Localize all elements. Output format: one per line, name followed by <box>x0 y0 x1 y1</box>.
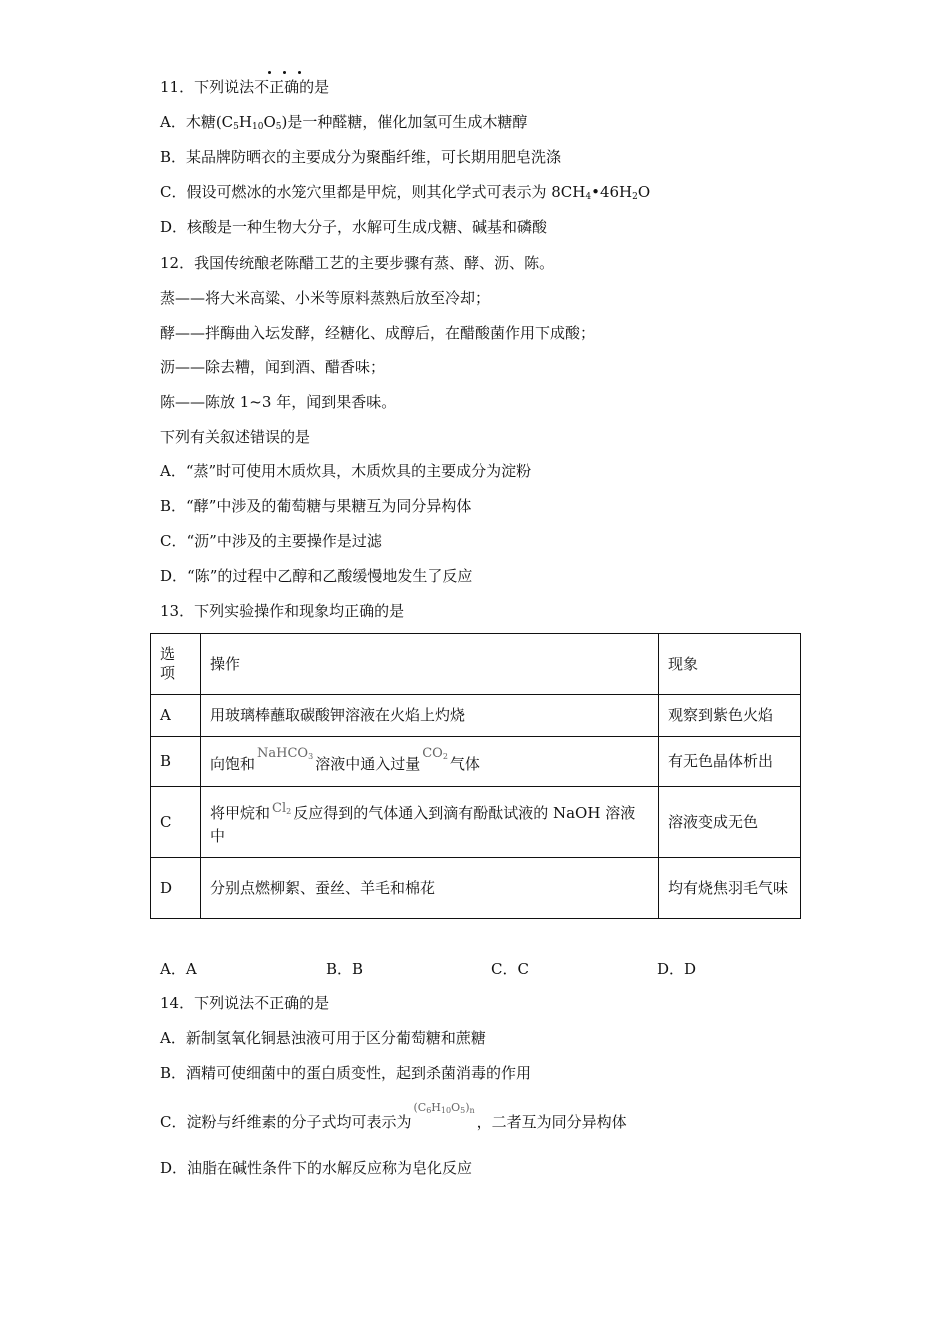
table-row <box>151 858 801 919</box>
q12-step-steam: 蒸——将大米高粱、小米等原料蒸熟后放至冷却； <box>160 289 491 307</box>
row-phenomenon: 观察到紫色火焰 <box>659 695 801 737</box>
q11-stem: 11．下列说法不正确的是 <box>160 78 330 96</box>
q14-stem: 14．下列说法不正确的是 <box>160 994 330 1012</box>
emphasis-dot <box>268 71 271 74</box>
q11-option-c: C．假设可燃冰的水笼穴里都是甲烷，则其化学式可表示为 $8CH_4•46H_2O$ <box>160 183 651 202</box>
q14-option-b: B．酒精可使细菌中的蛋白质变性，起到杀菌消毒的作用 <box>160 1064 532 1082</box>
q11-option-a: A．木糖$(C_5H_{10}O_5)$是一种醛糖，催化加氢可生成木糖醇 <box>160 113 528 132</box>
q13-option-b: B．B <box>326 960 364 978</box>
row-option: A <box>151 695 201 737</box>
q12-option-b: B．“酵”中涉及的葡萄糖与果糖互为同分异构体 <box>160 497 472 515</box>
table-header-row <box>151 634 801 695</box>
q12-step-age: 陈——陈放 1~3 年，闻到果香味。 <box>160 393 397 411</box>
q14-option-a: A．新制氢氧化铜悬浊液可用于区分葡萄糖和蔗糖 <box>160 1029 486 1047</box>
row-phenomenon: 有无色晶体析出 <box>659 737 801 787</box>
q13-option-c: C．C <box>491 960 529 978</box>
q12-stem: 12．我国传统酿老陈醋工艺的主要步骤有蒸、酵、沥、陈。 <box>160 254 555 272</box>
header-phenomenon: 现象 <box>659 634 801 695</box>
row-option: C <box>151 787 201 858</box>
q12-ask: 下列有关叙述错误的是 <box>160 428 311 446</box>
row-phenomenon: 溶液变成无色 <box>659 787 801 858</box>
row-operation: 用玻璃棒蘸取碳酸钾溶液在火焰上灼烧 <box>201 695 659 737</box>
q13-option-a: A．A <box>160 960 197 978</box>
q12-option-d: D．“陈”的过程中乙醇和乙酸缓慢地发生了反应 <box>160 567 473 585</box>
q11-option-b: B．某品牌防晒衣的主要成分为聚酯纤维，可长期用肥皂洗涤 <box>160 148 562 166</box>
q12-option-c: C．“沥”中涉及的主要操作是过滤 <box>160 532 382 550</box>
q13-table <box>150 633 801 919</box>
table-row <box>151 787 801 858</box>
formula-cl2: $Cl_2$ <box>272 801 292 816</box>
formula-co2: $CO_2$ <box>422 746 448 761</box>
row-phenomenon: 均有烧焦羽毛气味 <box>659 858 801 919</box>
q12-step-drain: 沥——除去糟，闻到酒、醋香味； <box>160 358 386 376</box>
emphasis-dot <box>298 71 301 74</box>
formula-nahco3: NaHCO$_3$ <box>257 746 314 761</box>
q11-option-d: D．核酸是一种生物大分子，水解可生成戊糖、碱基和磷酸 <box>160 218 548 236</box>
row-option: D <box>151 858 201 919</box>
row-operation: 分别点燃柳絮、蚕丝、羊毛和棉花 <box>201 858 659 919</box>
q14-option-d: D．油脂在碱性条件下的水解反应称为皂化反应 <box>160 1159 473 1177</box>
header-operation: 操作 <box>201 634 659 695</box>
formula-polysaccharide: $(C_6H_{10}O_5)_n$ <box>413 1101 475 1115</box>
q13-stem: 13．下列实验操作和现象均正确的是 <box>160 602 405 620</box>
q12-step-ferment: 酵——拌酶曲入坛发酵，经糖化、成醇后，在醋酸菌作用下成酸； <box>160 324 596 342</box>
table-row <box>151 737 801 787</box>
row-operation: 将甲烷和 $Cl_2$ 反应得到的气体通入到滴有酚酞试液的 NaOH 溶液中 <box>201 787 659 858</box>
q14-option-c: C．淀粉与纤维素的分子式均可表示为$(C_6H_{10}O_5)_n$，二者互为同分异构体 <box>160 1112 627 1137</box>
emphasis-dot <box>283 71 286 74</box>
q13-option-d: D．D <box>657 960 697 978</box>
row-option: B <box>151 737 201 787</box>
header-option: 选项 <box>151 634 201 695</box>
table-row <box>151 695 801 737</box>
q12-option-a: A．“蒸”时可使用木质炊具，木质炊具的主要成分为淀粉 <box>160 462 532 480</box>
row-operation: 向饱和NaHCO$_3$ 溶液中通入过量$CO_2$ 气体 <box>201 737 659 787</box>
